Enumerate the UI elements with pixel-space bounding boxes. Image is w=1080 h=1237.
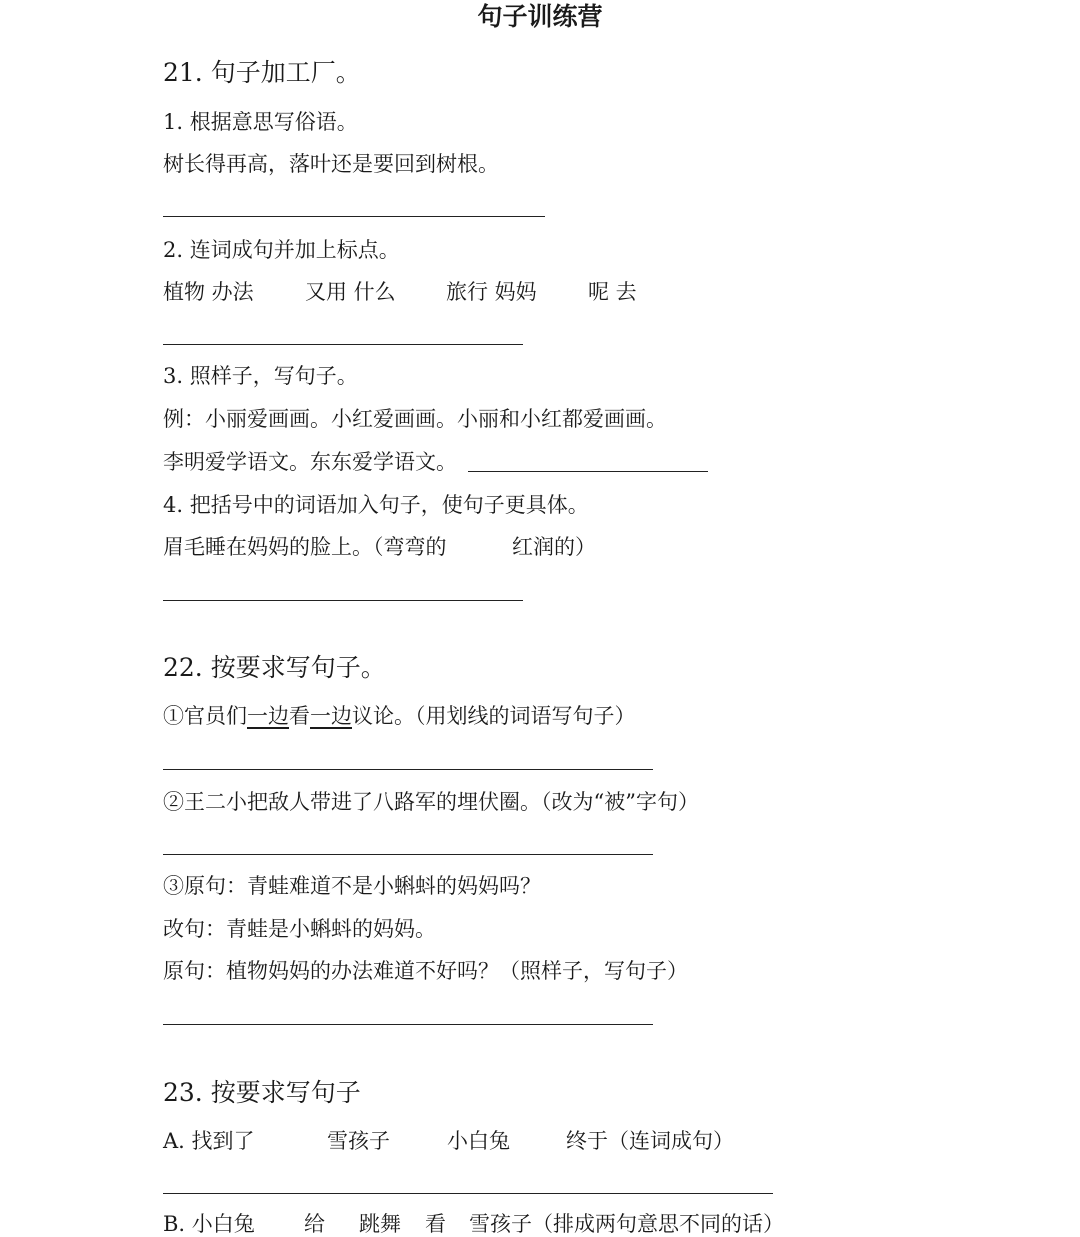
q21-item2-label: 2. 连词成句并加上标点。: [163, 238, 400, 262]
q21-item4-word: 红润的）: [512, 535, 596, 559]
q23-itemA-answer-line[interactable]: [163, 1193, 773, 1194]
q21-item4-answer-line[interactable]: [163, 600, 523, 601]
q23-itemB-word: 雪孩子（排成两句意思不同的话）: [469, 1212, 784, 1236]
q22-item1-answer-line[interactable]: [163, 769, 653, 770]
q21-heading: 21. 句子加工厂。: [163, 58, 361, 87]
q22-item1-underlined-word: 一边: [247, 704, 289, 728]
q21-item3-label: 3. 照样子，写句子。: [163, 364, 358, 388]
q22-item3-task: 原句：植物妈妈的办法难道不好吗？（照样子，写句子）: [163, 959, 688, 983]
q23-itemA-label: A. 找到了: [163, 1129, 255, 1153]
q22-item1-text: 看: [289, 704, 310, 728]
q21-item1-prompt: 树长得再高，落叶还是要回到树根。: [163, 152, 499, 176]
q22-item1-text: 议论。（用划线的词语写句子）: [352, 704, 636, 728]
q23-itemB-label: B. 小白兔: [163, 1212, 255, 1236]
q22-item2-answer-line[interactable]: [163, 854, 653, 855]
q21-item1-answer-line[interactable]: [163, 216, 545, 217]
q22-heading: 22. 按要求写句子。: [163, 653, 386, 682]
q23-itemA-word: 雪孩子: [327, 1129, 390, 1153]
q23-heading: 23. 按要求写句子: [163, 1078, 361, 1107]
q23-itemA-word: 小白兔: [447, 1129, 510, 1153]
q22-item3-original: ③原句：青蛙难道不是小蝌蚪的妈妈吗？: [163, 874, 541, 898]
q21-item4-sentence: 眉毛睡在妈妈的脸上。（弯弯的: [163, 535, 447, 559]
q21-item2-answer-line[interactable]: [163, 344, 523, 345]
q21-item2-word: 又用 什么: [305, 280, 396, 304]
q21-item3-answer-line[interactable]: [468, 471, 708, 472]
page-title: 句子训练营: [477, 2, 603, 31]
q23-itemB-word: 跳舞: [359, 1212, 401, 1236]
q22-item1-text: ①官员们: [163, 704, 247, 728]
q21-item2-word: 旅行 妈妈: [446, 280, 537, 304]
q22-item1: [163, 706, 636, 727]
q21-item2-word: 植物 办法: [163, 280, 254, 304]
q23-itemB-word: 给: [304, 1212, 325, 1236]
q21-item2-word: 呢 去: [588, 280, 637, 304]
q22-item2: ②王二小把敌人带进了八路军的埋伏圈。（改为“被”字句）: [163, 790, 699, 814]
q21-item4-label: 4. 把括号中的词语加入句子，使句子更具体。: [163, 493, 589, 517]
q22-item1-underlined-word: 一边: [310, 704, 352, 728]
q21-item1-label: 1. 根据意思写俗语。: [163, 110, 358, 134]
q23-itemB-word: 看: [425, 1212, 446, 1236]
q21-item3-prompt: 李明爱学语文。东东爱学语文。: [163, 450, 457, 474]
q21-item3-example: 例：小丽爱画画。小红爱画画。小丽和小红都爱画画。: [163, 407, 667, 431]
q22-item3-answer-line[interactable]: [163, 1024, 653, 1025]
q22-item3-changed: 改句：青蛙是小蝌蚪的妈妈。: [163, 917, 436, 941]
q23-itemA-word: 终于（连词成句）: [566, 1129, 734, 1153]
